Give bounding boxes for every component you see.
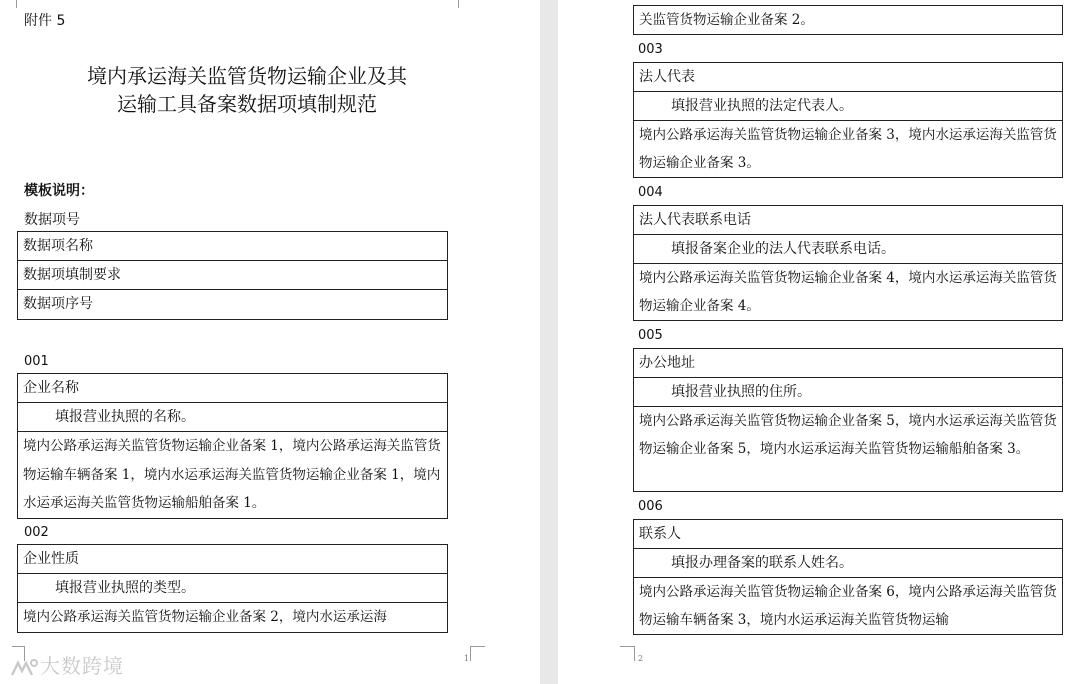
item-name: 法人代表联系电话	[634, 206, 1062, 235]
crop-mark	[620, 646, 635, 661]
item-references: 境内公路承运海关监管货物运输企业备案 4，境内水运承运海关监管货物运输企业备案 4。	[639, 270, 1057, 314]
item-requirement: 填报营业执照的类型。	[18, 574, 447, 603]
item-name: 企业性质	[18, 545, 447, 574]
crop-mark	[470, 646, 485, 661]
item-name: 办公地址	[634, 349, 1062, 378]
document-title	[18, 62, 476, 118]
template-row-name: 数据项名称	[18, 232, 447, 261]
item-requirement: 填报办理备案的联系人姓名。	[634, 549, 1062, 578]
item-references: 境内公路承运海关监管货物运输企业备案 6，境内公路承运海关监管货物运输车辆备案 3，境内水运承运海关监管货物运输	[639, 584, 1057, 628]
watermark-text: 大数跨境	[40, 654, 124, 678]
item-references: 境内公路承运海关监管货物运输企业备案 2，境内水运承运海	[23, 609, 387, 625]
item-requirement: 填报备案企业的法人代表联系电话。	[634, 235, 1062, 264]
item-table	[17, 373, 448, 519]
template-id-label: 数据项号	[24, 212, 80, 228]
attachment-label: 附件 5	[24, 13, 66, 29]
page-2	[558, 0, 1080, 684]
template-row-requirement: 数据项填制要求	[18, 261, 447, 290]
item-table	[633, 62, 1063, 178]
item-requirement: 填报营业执照的住所。	[634, 378, 1062, 407]
item-table	[633, 205, 1063, 321]
template-heading: 模板说明：	[24, 183, 94, 199]
item-table	[633, 519, 1063, 635]
watermark	[8, 650, 124, 679]
item-name: 法人代表	[634, 63, 1062, 92]
item-code: 006	[638, 499, 663, 514]
template-row-index: 数据项序号	[23, 296, 93, 312]
item-requirement: 填报营业执照的法定代表人。	[634, 92, 1062, 121]
item-references: 境内公路承运海关监管货物运输企业备案 1，境内公路承运海关监管货物运输车辆备案 1，境内水运承运海关监管货物运输企业备案 1，境内水运承运海关监管货物运输船舶备案 1。	[23, 438, 441, 511]
crop-mark	[4, 0, 17, 8]
item-code: 002	[24, 525, 49, 540]
title-line-2: 运输工具备案数据项填制规范	[117, 92, 377, 116]
item-code: 003	[638, 42, 663, 57]
continuation-table	[633, 5, 1063, 35]
crop-mark	[458, 0, 471, 8]
page-number: 2	[638, 654, 644, 663]
item-code: 005	[638, 328, 663, 343]
item-code: 001	[24, 354, 49, 369]
item-name: 联系人	[634, 520, 1062, 549]
template-table	[17, 231, 448, 320]
item-table	[17, 544, 448, 633]
continuation-text: 关监管货物运输企业备案 2。	[639, 12, 814, 28]
item-code: 004	[638, 185, 663, 200]
page-number: 1	[464, 654, 470, 663]
item-references: 境内公路承运海关监管货物运输企业备案 5，境内水运承运海关监管货物运输企业备案 5，境内水运承运海关监管货物运输船舶备案 3。	[639, 413, 1057, 457]
item-references: 境内公路承运海关监管货物运输企业备案 3，境内水运承运海关监管货物运输企业备案 3。	[639, 127, 1057, 171]
watermark-logo-icon	[8, 657, 40, 679]
title-line-1: 境内承运海关监管货物运输企业及其	[87, 64, 407, 88]
item-requirement: 填报营业执照的名称。	[18, 403, 447, 432]
item-name: 企业名称	[18, 374, 447, 403]
item-table	[633, 348, 1063, 492]
